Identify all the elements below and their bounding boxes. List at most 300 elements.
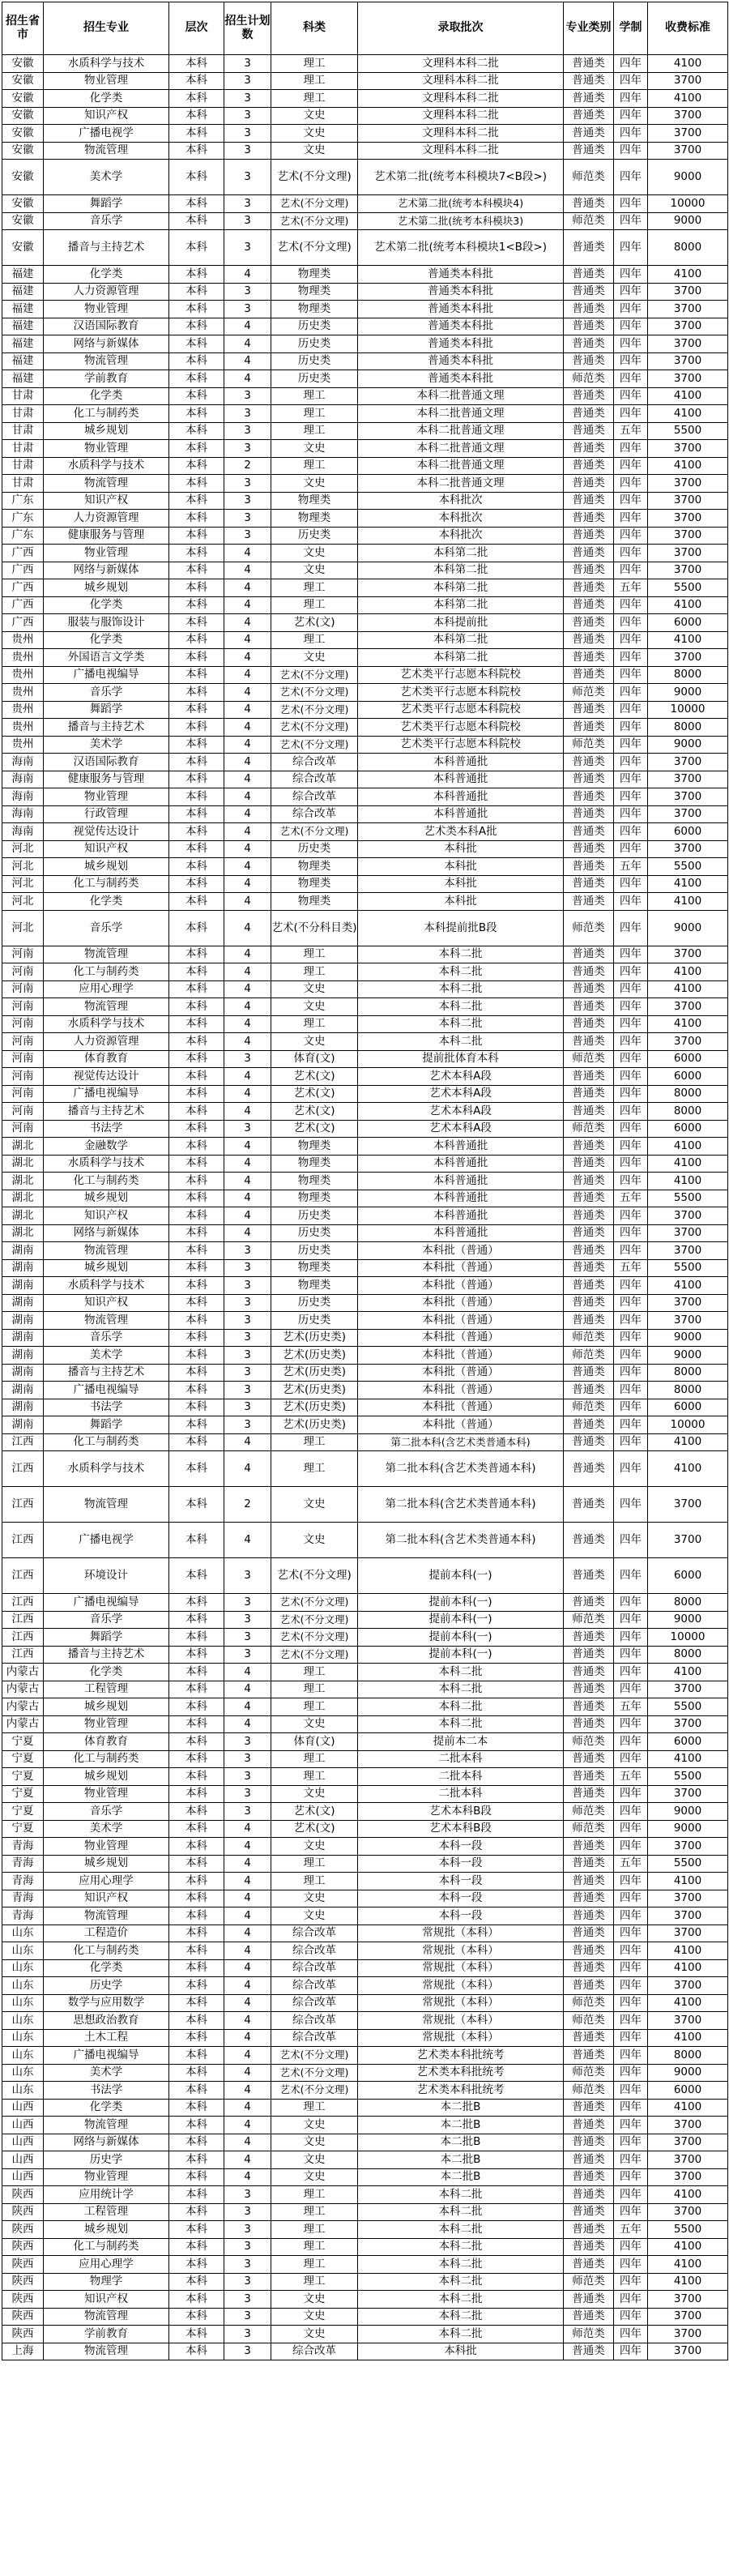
table-row <box>2 1224 728 1242</box>
level-cell: 本科 <box>169 1382 224 1399</box>
batch-cell: 本科二批 <box>358 946 564 963</box>
category-cell: 师范类 <box>564 1329 614 1347</box>
batch-cell: 常规批（本科） <box>358 2012 564 2030</box>
years-cell: 四年 <box>614 2326 648 2343</box>
batch-cell: 艺术本科B段 <box>358 1820 564 1838</box>
subject-cell: 艺术(不分文理) <box>271 1594 358 1612</box>
plan-cell: 4 <box>224 893 271 911</box>
level-cell: 本科 <box>169 1190 224 1207</box>
level-cell: 本科 <box>169 1224 224 1242</box>
table-row <box>2 2326 728 2343</box>
subject-cell: 理工 <box>271 422 358 440</box>
batch-cell: 本科批（普通） <box>358 1277 564 1295</box>
table-row <box>2 1750 728 1768</box>
category-cell: 师范类 <box>564 1399 614 1416</box>
major-cell: 舞蹈学 <box>44 701 169 719</box>
fee-cell: 10000 <box>648 1629 728 1647</box>
plan-cell: 3 <box>224 107 271 125</box>
subject-cell: 历史类 <box>271 1207 358 1225</box>
plan-cell: 3 <box>224 142 271 160</box>
major-cell: 物业管理 <box>44 1785 169 1803</box>
table-row <box>2 1487 728 1523</box>
category-cell: 师范类 <box>564 1050 614 1068</box>
table-row <box>2 1399 728 1416</box>
years-cell: 四年 <box>614 2238 648 2256</box>
subject-cell: 理工 <box>271 631 358 649</box>
header-category: 专业类别 <box>564 2 614 55</box>
subject-cell: 历史类 <box>271 840 358 858</box>
years-cell: 四年 <box>614 1715 648 1733</box>
batch-cell: 本科二批 <box>358 1015 564 1033</box>
province-cell: 青海 <box>2 1907 44 1925</box>
years-cell: 四年 <box>614 1068 648 1086</box>
years-cell: 五年 <box>614 422 648 440</box>
fee-cell: 9000 <box>648 1820 728 1838</box>
batch-cell: 二批本科 <box>358 1768 564 1786</box>
level-cell: 本科 <box>169 1433 224 1451</box>
table-row <box>2 492 728 510</box>
level-cell: 本科 <box>169 1085 224 1103</box>
province-cell: 山西 <box>2 2168 44 2186</box>
plan-cell: 4 <box>224 1033 271 1051</box>
category-cell: 普通类 <box>564 1890 614 1907</box>
subject-cell: 历史类 <box>271 335 358 353</box>
category-cell: 普通类 <box>564 771 614 788</box>
table-row <box>2 946 728 963</box>
category-cell: 师范类 <box>564 2082 614 2100</box>
fee-cell: 3700 <box>648 2343 728 2360</box>
category-cell: 普通类 <box>564 1750 614 1768</box>
subject-cell: 艺术(文) <box>271 1803 358 1821</box>
plan-cell: 3 <box>224 2186 271 2204</box>
batch-cell: 第二批本科(含艺术类普通本科) <box>358 1523 564 1558</box>
batch-cell: 本科二批普通文理 <box>358 422 564 440</box>
plan-cell: 4 <box>224 1207 271 1225</box>
years-cell: 四年 <box>614 2308 648 2326</box>
header-plan: 招生计划数 <box>224 2 271 55</box>
subject-cell: 物理类 <box>271 893 358 911</box>
major-cell: 物业管理 <box>44 545 169 562</box>
fee-cell: 3700 <box>648 1294 728 1312</box>
subject-cell: 文史 <box>271 1487 358 1523</box>
category-cell: 普通类 <box>564 510 614 528</box>
fee-cell: 6000 <box>648 1120 728 1138</box>
batch-cell: 本科一段 <box>358 1855 564 1873</box>
major-cell: 化工与制药类 <box>44 963 169 981</box>
category-cell: 普通类 <box>564 666 614 684</box>
province-cell: 山东 <box>2 2082 44 2100</box>
fee-cell: 3700 <box>648 2134 728 2151</box>
years-cell: 四年 <box>614 893 648 911</box>
years-cell: 四年 <box>614 910 648 946</box>
table-row <box>2 2238 728 2256</box>
plan-cell: 4 <box>224 352 271 370</box>
category-cell: 普通类 <box>564 1312 614 1330</box>
category-cell: 普通类 <box>564 1873 614 1890</box>
batch-cell: 本科二批 <box>358 2308 564 2326</box>
level-cell: 本科 <box>169 1259 224 1277</box>
years-cell: 四年 <box>614 55 648 73</box>
subject-cell: 文史 <box>271 1785 358 1803</box>
plan-cell: 4 <box>224 2012 271 2030</box>
subject-cell: 艺术(文) <box>271 1085 358 1103</box>
plan-cell: 4 <box>224 701 271 719</box>
table-row <box>2 266 728 284</box>
batch-cell: 第二批本科(含艺术类普通本科) <box>358 1487 564 1523</box>
batch-cell: 普通类本科批 <box>358 352 564 370</box>
plan-cell: 3 <box>224 2291 271 2309</box>
fee-cell: 4100 <box>648 387 728 405</box>
plan-cell: 4 <box>224 1103 271 1121</box>
level-cell: 本科 <box>169 1629 224 1647</box>
years-cell: 四年 <box>614 527 648 545</box>
category-cell: 普通类 <box>564 1364 614 1382</box>
major-cell: 水质科学与技术 <box>44 1277 169 1295</box>
category-cell: 普通类 <box>564 1487 614 1523</box>
fee-cell: 3700 <box>648 335 728 353</box>
category-cell: 普通类 <box>564 1594 614 1612</box>
level-cell: 本科 <box>169 754 224 771</box>
table-row <box>2 527 728 545</box>
fee-cell: 3700 <box>648 2203 728 2221</box>
plan-cell: 4 <box>224 1664 271 1681</box>
subject-cell: 物理类 <box>271 1173 358 1190</box>
plan-cell: 4 <box>224 335 271 353</box>
years-cell: 四年 <box>614 2047 648 2065</box>
province-cell: 青海 <box>2 1855 44 1873</box>
batch-cell: 本科批 <box>358 840 564 858</box>
category-cell: 普通类 <box>564 579 614 597</box>
category-cell: 普通类 <box>564 1715 614 1733</box>
plan-cell: 3 <box>224 301 271 318</box>
years-cell: 五年 <box>614 1190 648 1207</box>
plan-cell: 3 <box>224 1558 271 1594</box>
level-cell: 本科 <box>169 840 224 858</box>
fee-cell: 5500 <box>648 422 728 440</box>
plan-cell: 4 <box>224 1715 271 1733</box>
major-cell: 物业管理 <box>44 440 169 458</box>
level-cell: 本科 <box>169 631 224 649</box>
years-cell: 四年 <box>614 1629 648 1647</box>
category-cell: 普通类 <box>564 2203 614 2221</box>
years-cell: 四年 <box>614 1277 648 1295</box>
plan-cell: 3 <box>224 1629 271 1647</box>
table-row <box>2 1329 728 1347</box>
fee-cell: 3700 <box>648 545 728 562</box>
batch-cell: 本科批（普通） <box>358 1416 564 1434</box>
plan-cell: 4 <box>224 1523 271 1558</box>
category-cell: 普通类 <box>564 1433 614 1451</box>
table-row <box>2 1033 728 1051</box>
category-cell: 普通类 <box>564 1085 614 1103</box>
plan-cell: 4 <box>224 1838 271 1856</box>
years-cell: 四年 <box>614 1451 648 1487</box>
subject-cell: 艺术(不分文理) <box>271 1646 358 1664</box>
province-cell: 宁夏 <box>2 1733 44 1751</box>
level-cell: 本科 <box>169 858 224 876</box>
table-row <box>2 1907 728 1925</box>
major-cell: 化工与制药类 <box>44 1750 169 1768</box>
fee-cell: 4100 <box>648 1451 728 1487</box>
years-cell: 四年 <box>614 1838 648 1856</box>
level-cell: 本科 <box>169 457 224 475</box>
years-cell: 四年 <box>614 1820 648 1838</box>
major-cell: 广播电视编导 <box>44 1382 169 1399</box>
subject-cell: 历史类 <box>271 370 358 388</box>
subject-cell: 文史 <box>271 998 358 1016</box>
major-cell: 知识产权 <box>44 492 169 510</box>
batch-cell: 常规批（本科） <box>358 1977 564 1995</box>
plan-cell: 4 <box>224 771 271 788</box>
subject-cell: 艺术(不分文理) <box>271 2064 358 2082</box>
table-row <box>2 2029 728 2047</box>
category-cell: 普通类 <box>564 318 614 335</box>
plan-cell: 3 <box>224 1399 271 1416</box>
major-cell: 知识产权 <box>44 1890 169 1907</box>
table-row <box>2 2117 728 2134</box>
province-cell: 湖南 <box>2 1382 44 1399</box>
province-cell: 河南 <box>2 1050 44 1068</box>
category-cell: 普通类 <box>564 1155 614 1173</box>
level-cell: 本科 <box>169 1785 224 1803</box>
province-cell: 湖北 <box>2 1173 44 1190</box>
major-cell: 播音与主持艺术 <box>44 1364 169 1382</box>
years-cell: 四年 <box>614 440 648 458</box>
table-row <box>2 1259 728 1277</box>
years-cell: 四年 <box>614 980 648 998</box>
level-cell: 本科 <box>169 440 224 458</box>
years-cell: 四年 <box>614 666 648 684</box>
level-cell: 本科 <box>169 2099 224 2117</box>
years-cell: 四年 <box>614 335 648 353</box>
category-cell: 师范类 <box>564 910 614 946</box>
level-cell: 本科 <box>169 1050 224 1068</box>
province-cell: 甘肃 <box>2 387 44 405</box>
level-cell: 本科 <box>169 1523 224 1558</box>
plan-cell: 4 <box>224 318 271 335</box>
batch-cell: 文理科本科二批 <box>358 90 564 108</box>
major-cell: 音乐学 <box>44 1803 169 1821</box>
subject-cell: 理工 <box>271 90 358 108</box>
category-cell: 普通类 <box>564 823 614 841</box>
plan-cell: 3 <box>224 1785 271 1803</box>
province-cell: 湖北 <box>2 1155 44 1173</box>
batch-cell: 本科二批 <box>358 1664 564 1681</box>
batch-cell: 本科普通批 <box>358 1207 564 1225</box>
batch-cell: 文理科本科二批 <box>358 107 564 125</box>
subject-cell: 艺术(历史类) <box>271 1329 358 1347</box>
batch-cell: 本科第二批 <box>358 631 564 649</box>
years-cell: 四年 <box>614 387 648 405</box>
fee-cell: 3700 <box>648 754 728 771</box>
table-row <box>2 2134 728 2151</box>
batch-cell: 提前本二本 <box>358 1733 564 1751</box>
batch-cell: 本科批（普通） <box>358 1347 564 1365</box>
batch-cell: 本科一段 <box>358 1838 564 1856</box>
years-cell: 四年 <box>614 2117 648 2134</box>
fee-cell: 3700 <box>648 1487 728 1523</box>
category-cell: 普通类 <box>564 754 614 771</box>
subject-cell: 历史类 <box>271 1242 358 1260</box>
plan-cell: 4 <box>224 1224 271 1242</box>
table-row <box>2 980 728 998</box>
fee-cell: 3700 <box>648 2012 728 2030</box>
fee-cell: 8000 <box>648 1103 728 1121</box>
province-cell: 福建 <box>2 301 44 318</box>
level-cell: 本科 <box>169 1364 224 1382</box>
batch-cell: 普通类本科批 <box>358 266 564 284</box>
major-cell: 化学类 <box>44 1959 169 1977</box>
major-cell: 物业管理 <box>44 1715 169 1733</box>
category-cell: 师范类 <box>564 2273 614 2291</box>
category-cell: 师范类 <box>564 1120 614 1138</box>
subject-cell: 理工 <box>271 2238 358 2256</box>
years-cell: 四年 <box>614 301 648 318</box>
category-cell: 普通类 <box>564 1698 614 1716</box>
subject-cell: 艺术(历史类) <box>271 1347 358 1365</box>
major-cell: 应用心理学 <box>44 1873 169 1890</box>
table-row <box>2 1803 728 1821</box>
fee-cell: 8000 <box>648 719 728 737</box>
plan-cell: 4 <box>224 998 271 1016</box>
major-cell: 健康服务与管理 <box>44 771 169 788</box>
level-cell: 本科 <box>169 2168 224 2186</box>
major-cell: 美术学 <box>44 160 169 195</box>
category-cell: 普通类 <box>564 858 614 876</box>
major-cell: 物流管理 <box>44 946 169 963</box>
category-cell: 普通类 <box>564 475 614 493</box>
level-cell: 本科 <box>169 1120 224 1138</box>
major-cell: 学前教育 <box>44 2326 169 2343</box>
major-cell: 城乡规划 <box>44 1259 169 1277</box>
subject-cell: 理工 <box>271 1873 358 1890</box>
subject-cell: 体育(文) <box>271 1050 358 1068</box>
fee-cell: 8000 <box>648 666 728 684</box>
table-row <box>2 142 728 160</box>
fee-cell: 6000 <box>648 1050 728 1068</box>
table-row <box>2 614 728 632</box>
level-cell: 本科 <box>169 230 224 266</box>
fee-cell: 5500 <box>648 2221 728 2239</box>
level-cell: 本科 <box>169 893 224 911</box>
category-cell: 普通类 <box>564 875 614 893</box>
fee-cell: 4100 <box>648 893 728 911</box>
years-cell: 四年 <box>614 1925 648 1942</box>
plan-cell: 4 <box>224 2064 271 2082</box>
years-cell: 四年 <box>614 2064 648 2082</box>
province-cell: 江西 <box>2 1523 44 1558</box>
subject-cell: 艺术(历史类) <box>271 1364 358 1382</box>
fee-cell: 3700 <box>648 1907 728 1925</box>
category-cell: 普通类 <box>564 1103 614 1121</box>
batch-cell: 本科第二批 <box>358 545 564 562</box>
table-row <box>2 893 728 911</box>
table-row <box>2 2203 728 2221</box>
table-row <box>2 1120 728 1138</box>
province-cell: 安徽 <box>2 142 44 160</box>
table-row <box>2 125 728 143</box>
fee-cell: 3700 <box>648 1785 728 1803</box>
batch-cell: 本科批（普通） <box>358 1312 564 1330</box>
subject-cell: 物理类 <box>271 492 358 510</box>
batch-cell: 文理科本科二批 <box>358 55 564 73</box>
category-cell: 普通类 <box>564 1294 614 1312</box>
plan-cell: 4 <box>224 1890 271 1907</box>
fee-cell: 8000 <box>648 2047 728 2065</box>
table-row <box>2 1277 728 1295</box>
category-cell: 师范类 <box>564 2012 614 2030</box>
plan-cell: 4 <box>224 1681 271 1698</box>
province-cell: 青海 <box>2 1873 44 1890</box>
batch-cell: 本科批 <box>358 2343 564 2360</box>
major-cell: 应用统计学 <box>44 2186 169 2204</box>
level-cell: 本科 <box>169 2273 224 2291</box>
batch-cell: 本科二批普通文理 <box>358 440 564 458</box>
fee-cell: 5500 <box>648 579 728 597</box>
level-cell: 本科 <box>169 1838 224 1856</box>
table-row <box>2 283 728 301</box>
fee-cell: 4100 <box>648 596 728 614</box>
batch-cell: 二批本科 <box>358 1750 564 1768</box>
major-cell: 环境设计 <box>44 1558 169 1594</box>
subject-cell: 艺术(不分文理) <box>271 736 358 754</box>
level-cell: 本科 <box>169 2151 224 2169</box>
batch-cell: 本科批次 <box>358 492 564 510</box>
table-header-row <box>2 2 728 55</box>
batch-cell: 文理科本科二批 <box>358 72 564 90</box>
plan-cell: 3 <box>224 1611 271 1629</box>
batch-cell: 艺术本科B段 <box>358 1803 564 1821</box>
fee-cell: 6000 <box>648 1399 728 1416</box>
subject-cell: 文史 <box>271 125 358 143</box>
subject-cell: 文史 <box>271 2308 358 2326</box>
level-cell: 本科 <box>169 788 224 806</box>
batch-cell: 常规批（本科） <box>358 1959 564 1977</box>
subject-cell: 艺术(不分文理) <box>271 1611 358 1629</box>
header-subject: 科类 <box>271 2 358 55</box>
fee-cell: 4100 <box>648 266 728 284</box>
province-cell: 安徽 <box>2 55 44 73</box>
table-row <box>2 230 728 266</box>
fee-cell: 5500 <box>648 1768 728 1786</box>
fee-cell: 9000 <box>648 160 728 195</box>
subject-cell: 理工 <box>271 1433 358 1451</box>
years-cell: 五年 <box>614 1259 648 1277</box>
level-cell: 本科 <box>169 1416 224 1434</box>
table-row <box>2 2186 728 2204</box>
major-cell: 广播电视编导 <box>44 666 169 684</box>
table-row <box>2 701 728 719</box>
fee-cell: 4100 <box>648 875 728 893</box>
subject-cell: 体育(文) <box>271 1733 358 1751</box>
province-cell: 青海 <box>2 1890 44 1907</box>
level-cell: 本科 <box>169 1681 224 1698</box>
major-cell: 广播电视编导 <box>44 1594 169 1612</box>
category-cell: 普通类 <box>564 649 614 667</box>
subject-cell: 文史 <box>271 545 358 562</box>
table-row <box>2 2099 728 2117</box>
subject-cell: 艺术(不分文理) <box>271 719 358 737</box>
years-cell: 四年 <box>614 2291 648 2309</box>
plan-cell: 4 <box>224 1155 271 1173</box>
province-cell: 福建 <box>2 266 44 284</box>
table-row <box>2 1068 728 1086</box>
major-cell: 外国语言文学类 <box>44 649 169 667</box>
subject-cell: 文史 <box>271 475 358 493</box>
plan-cell: 3 <box>224 1733 271 1751</box>
major-cell: 水质科学与技术 <box>44 55 169 73</box>
level-cell: 本科 <box>169 1611 224 1629</box>
